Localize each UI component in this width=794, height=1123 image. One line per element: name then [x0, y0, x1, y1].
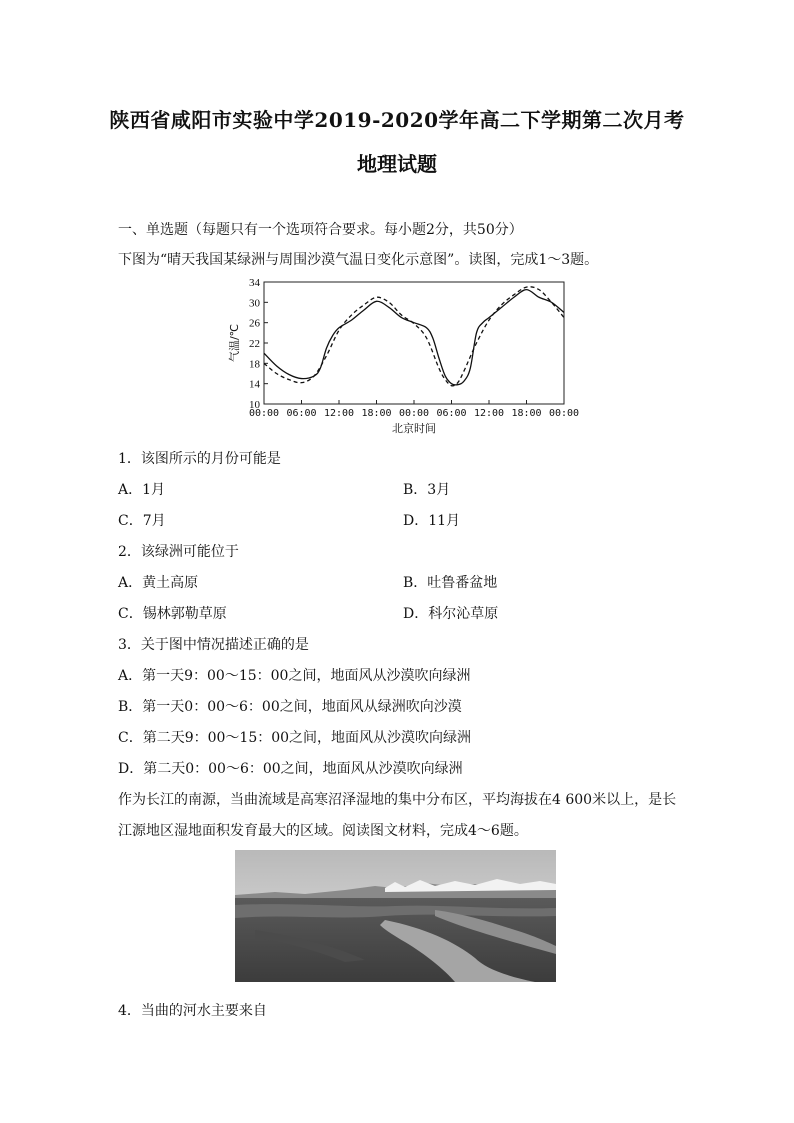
- x-tick-label: 00:00: [548, 408, 580, 419]
- wetland-photo: [235, 850, 556, 982]
- question-3-option-b: B．第一天0：00～6：00之间，地面风从绿洲吹向沙漠: [118, 699, 462, 715]
- y-tick-label: 22: [249, 338, 260, 350]
- question-4-stem: 4．当曲的河水主要来自: [118, 1003, 267, 1019]
- x-tick-label: 06:00: [286, 408, 317, 419]
- section-heading: 一、单选题（每题只有一个选项符合要求。每小题2分，共50分）: [118, 222, 523, 238]
- question-3-stem: 3．关于图中情况描述正确的是: [118, 637, 309, 653]
- question-3-option-d: D．第二天0：00～6：00之间，地面风从沙漠吹向绿洲: [118, 761, 463, 777]
- question-1-option-a: A．1月: [118, 482, 166, 498]
- y-tick-label: 26: [249, 317, 260, 330]
- x-tick-label: 18:00: [361, 408, 392, 419]
- question-2-option-a: A．黄土高原: [118, 575, 199, 591]
- y-tick-label: 18: [249, 358, 260, 371]
- y-tick-label: 34: [249, 277, 260, 289]
- plot-frame: [264, 282, 564, 404]
- y-tick-label: 30: [249, 297, 260, 310]
- material-intro-1: 下图为“晴天我国某绿洲与周围沙漠气温日变化示意图”。读图，完成1～3题。: [118, 252, 599, 268]
- question-2-option-c: C．锡林郭勒草原: [118, 606, 227, 622]
- question-1-stem: 1．该图所示的月份可能是: [118, 451, 281, 467]
- document-subtitle: 地理试题: [357, 152, 437, 176]
- question-3-option-c: C．第二天9：00～15：00之间，地面风从沙漠吹向绿洲: [118, 730, 472, 746]
- question-2-option-b: B．吐鲁番盆地: [403, 575, 498, 591]
- x-tick-label: 18:00: [511, 408, 542, 419]
- y-tick-label: 14: [249, 378, 260, 391]
- material-intro-2-line-2: 江源地区湿地面积发育最大的区域。阅读图文材料，完成4～6题。: [118, 823, 528, 839]
- question-1-option-d: D．11月: [403, 513, 461, 529]
- material-intro-2-line-1: 作为长江的南源，当曲流域是高寒沼泽湿地的集中分布区，平均海拔在4 600米以上，是长: [118, 792, 677, 808]
- x-axis-label: 北京时间: [392, 422, 436, 435]
- series-line-dashed: [264, 287, 564, 386]
- series-line-solid: [264, 290, 564, 385]
- x-tick-label: 06:00: [436, 408, 467, 419]
- x-tick-label: 00:00: [398, 408, 430, 419]
- question-2-stem: 2．该绿洲可能位于: [118, 544, 239, 560]
- question-2-option-d: D．科尔沁草原: [403, 606, 499, 622]
- question-1-option-c: C．7月: [118, 513, 166, 529]
- temperature-chart: [228, 276, 580, 440]
- x-tick-label: 00:00: [248, 408, 280, 419]
- x-tick-label: 12:00: [323, 408, 355, 419]
- y-axis-label: 气温/℃: [228, 323, 241, 363]
- y-tick-label: 10: [249, 399, 260, 411]
- document-title: 陕西省咸阳市实验中学2019-2020学年高二下学期第二次月考: [109, 108, 685, 132]
- question-1-option-b: B．3月: [403, 482, 451, 498]
- x-tick-label: 12:00: [473, 408, 505, 419]
- question-3-option-a: A．第一天9：00～15：00之间，地面风从沙漠吹向绿洲: [118, 668, 471, 684]
